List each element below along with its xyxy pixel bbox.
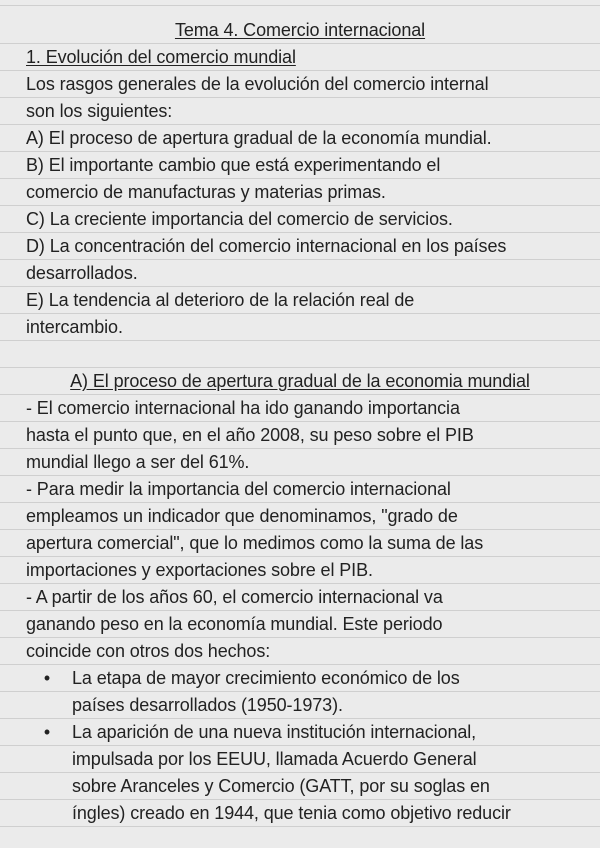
- body-line-2: hasta el punto que, en el año 2008, su peso sobre el PIB: [26, 425, 474, 445]
- body-line-6: apertura comercial", que lo medimos como la suma de las: [26, 533, 484, 553]
- bullet-item-1-line-2: países desarrollados (1950-1973).: [72, 695, 343, 715]
- point-a: A) El proceso de apertura gradual de la economía mundial.: [26, 128, 492, 148]
- body-line-10: coincide con otros dos hechos:: [26, 641, 271, 661]
- intro-line-1: Los rasgos generales de la evolución del comercio internal: [26, 74, 489, 94]
- point-d-cont: desarrollados.: [26, 263, 138, 283]
- body-line-1: - El comercio internacional ha ido ganando importancia: [26, 398, 460, 418]
- point-d: D) La concentración del comercio internacional en los países: [26, 236, 507, 256]
- point-b: B) El importante cambio que está experimentando el: [26, 155, 441, 175]
- body-line-5: empleamos un indicador que denominamos, "grado de: [26, 506, 458, 526]
- point-e: E) La tendencia al deterioro de la relación real de: [26, 290, 415, 310]
- bullet-item-2-line-3: sobre Aranceles y Comercio (GATT, por su soglas en: [72, 776, 490, 796]
- point-c: C) La creciente importancia del comercio de servicios.: [26, 209, 453, 229]
- body-line-4: - Para medir la importancia del comercio internacional: [26, 479, 451, 499]
- section2-heading: A) El proceso de apertura gradual de la economia mundial: [70, 371, 530, 391]
- bullet-item-2-line-4: íngles) creado en 1944, que tenia como objetivo reducir: [72, 803, 511, 823]
- blank-line: [26, 341, 574, 368]
- bullet-item-2-line-2: impulsada por los EEUU, llamada Acuerdo General: [72, 749, 477, 769]
- body-line-9: ganando peso en la economía mundial. Este periodo: [26, 614, 443, 634]
- page-title: [26, 17, 574, 44]
- bullet-item-1-line-1: • La etapa de mayor crecimiento económico de los: [26, 665, 574, 692]
- bullet-icon: •: [43, 722, 51, 742]
- section1-heading: 1. Evolución del comercio mundial: [26, 47, 296, 67]
- title-text: Tema 4. Comercio internacional: [174, 20, 426, 40]
- intro-line-2: son los siguientes:: [26, 101, 173, 121]
- bullet-icon: •: [43, 668, 51, 688]
- body-line-8: - A partir de los años 60, el comercio internacional va: [26, 587, 443, 607]
- body-line-3: mundial llego a ser del 61%.: [26, 452, 250, 472]
- body-line-7: importaciones y exportaciones sobre el PIB.: [26, 560, 373, 580]
- point-e-cont: intercambio.: [26, 317, 123, 337]
- bullet-item-2-line-1: • La aparición de una nueva institución internacional,: [26, 719, 574, 746]
- point-b-cont: comercio de manufacturas y materias primas.: [26, 182, 386, 202]
